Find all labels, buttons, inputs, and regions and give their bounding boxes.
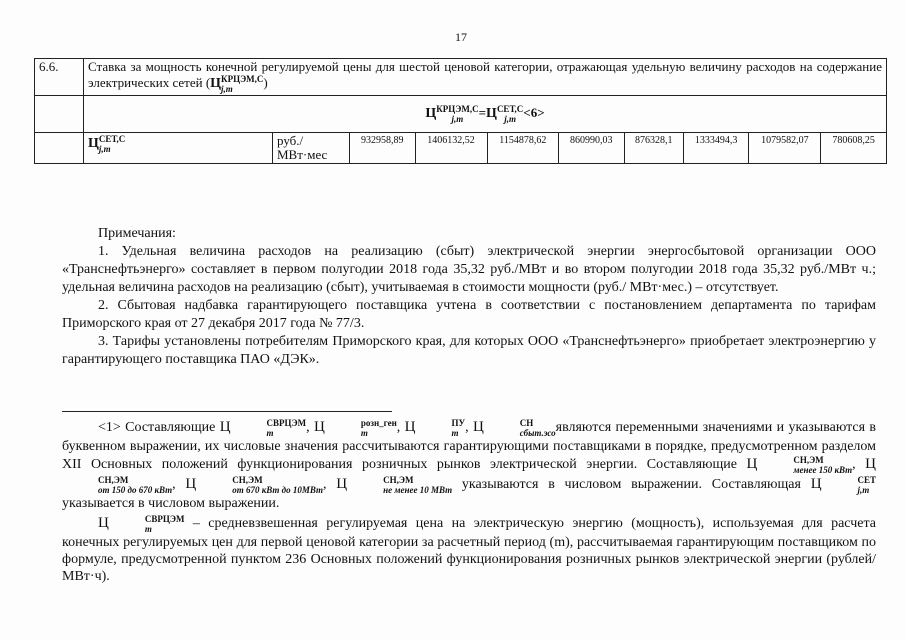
formula-cell: Ц КРЦЭМ,С j,m =Ц СЕТ,С j,m <6>	[84, 96, 887, 133]
footnote-section	[62, 418, 876, 587]
footnote-paragraph: <1> Составляющие Ц СВРЦЭМ m , Ц розн_ген m , Ц ПУ m , Ц СН сбыт.эсо являются переменными значениями и указываются в буквенном выражении, их числовые значения рассчитываются гарантирующими поставщиками в порядке, предусмотренном разделом XII Основных положений функционирования розничных рынков электрической энергии. Составляющие Ц СН,ЭМ менее 150 кВт , Ц СН,ЭМ от 150 до 670 кВт , Ц СН,ЭМ от 670 кВт до 10МВт , Ц СН,ЭМ не менее 10 МВт указываются в числовом выражении. Составляющая Ц СЕТ j,m указывается в числовом выражении.	[62, 418, 877, 511]
value-cell: 1154878,62	[487, 133, 558, 164]
unit-cell: руб./ МВт·мес	[273, 133, 350, 164]
table-row-description	[35, 59, 887, 96]
value-symbol-cell: Ц СЕТ,С j,m	[84, 133, 273, 164]
description-close: )	[263, 74, 268, 90]
value-cell: 876328,1	[624, 133, 683, 164]
note-item: 1. Удельная величина расходов на реализацию (сбыт) электрической энергии энергосбытовой организации ООО «Транснефтьэнерго» составляет в первом полугодии 2018 года 35,32 руб./МВт и во втором полугодии 2018 года 35,32 руб./МВт ч.; удельная величина расходов на реализацию (сбыт), учитываемая в стоимости мощности (руб./ МВт·мес.) – отсутствует.	[62, 244, 876, 295]
row-description	[84, 59, 887, 96]
footnote-text2: указываются в числовом выражении. Составляющая	[461, 477, 801, 493]
formula-empty-cell	[35, 96, 84, 133]
footnote-text3: указывается в числовом выражении.	[62, 496, 280, 511]
value-cell: 1406132,52	[415, 133, 487, 164]
table-row-formula	[35, 96, 887, 133]
footnote-marker: <1> Составляющие	[98, 420, 216, 436]
page-number: 17	[455, 30, 467, 44]
footnote-definition: Ц СВРЦЭМ m – средневзвешенная регулируемая цена на электрическую энергию (мощность), используемая для расчета конечных регулируемых цен для первой ценовой категории за расчетный период (m), рассчитываемая гарантирующим поставщиком по формуле, предусмотренной пунктом 236 Основных положений функционирования розничных рынков электрической энергии (рублей/МВт·ч).	[62, 514, 876, 584]
formula-rhs-indices: СЕТ,С j,m	[496, 104, 524, 124]
description-symbol-indices: КРЦЭМ,С j,m	[221, 74, 264, 94]
value-cell: 860990,03	[559, 133, 625, 164]
note-item: 2. Сбытовая надбавка гарантирующего поставщика учтена в соответствии с постановлением департамента по тарифам Приморского края от 27 декабря 2017 года № 77/3.	[62, 298, 876, 331]
formula-lhs-indices: КРЦЭМ,С j,m	[436, 104, 479, 124]
note-item: 3. Тарифы установлены потребителям Приморского края, для которых ООО «Транснефтьэнерго» приобретает электроэнергию у гарантирующего поставщика ПАО «ДЭК».	[62, 334, 876, 367]
footnote-text1: являются переменными значениями и указываются в буквенном выражении, их числовые значения рассчитываются гарантирующими поставщиками в порядке, предусмотренном разделом XII Основных положений функционирования розничных рынков электрической энергии. Составляющие	[62, 420, 877, 473]
row-number: 6.6.	[35, 59, 84, 96]
footnote-divider	[62, 411, 392, 412]
value-cell: 1079582,07	[749, 133, 821, 164]
rate-table	[34, 58, 887, 164]
value-cell: 932958,89	[350, 133, 416, 164]
value-cell: 1333494,3	[683, 133, 749, 164]
value-cell: 780608,25	[821, 133, 887, 164]
definition-text: – средневзвешенная регулируемая цена на электрическую энергию (мощность), используемая для расчета конечных регулируемых цен для первой ценовой категории за расчетный период (m), рассчитываемая гарантирующим поставщиком по формуле, предусмотренной пунктом 236 Основных положений функционирования розничных рынков электрической энергии (рублей/МВт·ч).	[62, 516, 876, 584]
value-symbol-indices: СЕТ,С j,m	[98, 134, 126, 154]
description-text: Ставка за мощность конечной регулируемой цены для шестой ценовой категории, отражающая удельную величину расходов на содержание электрических сетей (	[88, 59, 882, 90]
notes-heading: Примечания:	[98, 226, 176, 241]
notes-section	[62, 225, 876, 369]
table-row-values	[35, 133, 887, 164]
formula-ref: <6>	[523, 104, 545, 120]
description-symbol: Ц	[210, 75, 222, 91]
values-empty-cell	[35, 133, 84, 164]
